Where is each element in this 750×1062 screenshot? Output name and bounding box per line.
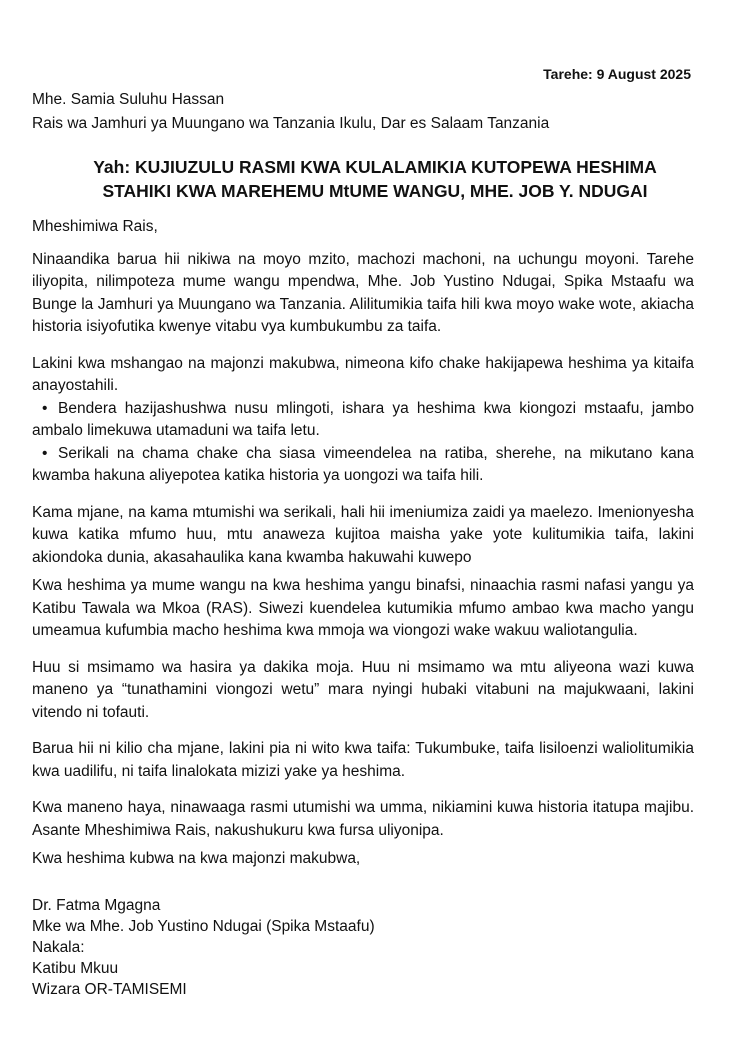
bullet-text: Serikali na chama chake cha siasa vimeendelea na ratiba, sherehe, na mikutano kana kwamba hakuna aliyepotea katika historia ya uongozi wa taifa hili.: [32, 444, 694, 484]
recipient-address: Rais wa Jamhuri ya Muungano wa Tanzania Ikulu, Dar es Salaam Tanzania: [32, 115, 550, 132]
paragraph-resignation: Kwa heshima ya mume wangu na kwa heshima yangu binafsi, ninaachia rasmi nafasi yangu ya Katibu Tawala wa Mkoa (RAS). Siwezi kuendelea kutumikia mfumo ambao kwa macho yangu umeamua kufumbia macho heshima kwa mmoja wa viongozi wake wakuu waliotangulia.: [32, 577, 694, 639]
bullet-text: Bendera hazijashushwa nusu mlingoti, ishara ya heshima kwa kiongozi mstaafu, jambo ambalo limekuwa utamaduni wa taifa letu.: [32, 399, 694, 439]
bullet-icon: •: [42, 399, 48, 417]
subject-line-2: STAHIKI KWA MAREHEMU MtUME WANGU, MHE. JOB Y. NDUGAI: [102, 181, 648, 201]
bullet-list: [32, 398, 694, 488]
paragraph-stance: Huu si msimamo wa hasira ya dakika moja. Huu ni msimamo wa mtu aliyeona wazi kuwa maneno ya “tunathamini viongozi wetu” mara nyingi hubaki vitabuni na majukwaani, lakini vitendo ni tofauti.: [32, 658, 694, 721]
cc-label: Nakala:: [32, 939, 85, 956]
paragraph-concern: Lakini kwa mshangao na majonzi makubwa, nimeona kifo chake hakijapewa heshima ya kitaifa anayostahili.: [32, 354, 694, 394]
recipient-name: Mhe. Samia Suluhu Hassan: [32, 91, 225, 108]
date-label: Tarehe:: [543, 66, 593, 82]
bullet-item: [32, 443, 694, 488]
date-value: 9 August 2025: [596, 66, 691, 82]
signature-block: [32, 895, 375, 1000]
bullet-icon: •: [42, 444, 48, 462]
closing-line: Kwa heshima kubwa na kwa majonzi makubwa,: [32, 850, 361, 867]
paragraph-appeal: Barua hii ni kilio cha mjane, lakini pia ni wito kwa taifa: Tukumbuke, taifa lisiloenzi waliolitumikia kwa uadilifu, ni taifa linalokata mizizi yake ya heshima.: [32, 740, 694, 780]
bullet-item: [32, 398, 694, 443]
signer-name: Dr. Fatma Mgagna: [32, 897, 161, 914]
recipient-block: [32, 88, 549, 136]
paragraph-farewell: Kwa maneno haya, ninawaaga rasmi utumishi wa umma, nikiamini kuwa historia itatupa majibu. Asante Mheshimiwa Rais, nakushukuru kwa fursa uliyonipa.: [32, 799, 694, 839]
salutation: Mheshimiwa Rais,: [32, 218, 158, 235]
cc-recipient-2: Wizara OR-TAMISEMI: [32, 981, 187, 998]
signer-title: Mke wa Mhe. Job Yustino Ndugai (Spika Mstaafu): [32, 918, 375, 935]
cc-recipient-1: Katibu Mkuu: [32, 960, 119, 977]
letter-body: [32, 216, 694, 856]
paragraph-intro: Ninaandika barua hii nikiwa na moyo mzito, machozi machoni, na uchungu moyoni. Tarehe iliyopita, nilimpoteza mume wangu mpendwa, Mhe. Job Yustino Ndugai, Spika Mstaafu wa Bunge la Jamhuri ya Muungano wa Tanzania. Alilitumikia taifa hili kwa moyo wake wote, akiacha historia isiyofutika kwenye vitabu vya kumbukumbu za taifa.: [32, 250, 694, 335]
subject-line-1: Yah: KUJIUZULU RASMI KWA KULALAMIKIA KUTOPEWA HESHIMA: [93, 157, 657, 177]
letter-date: [543, 66, 691, 82]
paragraph-widow: Kama mjane, na kama mtumishi wa serikali, hali hii imeniumiza zaidi ya maelezo. Imenionyesha kuwa katika mfumo huu, mtu anaweza kujitoa maisha yake yote kulitumikia taifa, lakini akiondoka dunia, akasahaulika kana kwamba hakuwahi kuwepo: [32, 503, 694, 566]
subject-heading: [32, 155, 718, 203]
